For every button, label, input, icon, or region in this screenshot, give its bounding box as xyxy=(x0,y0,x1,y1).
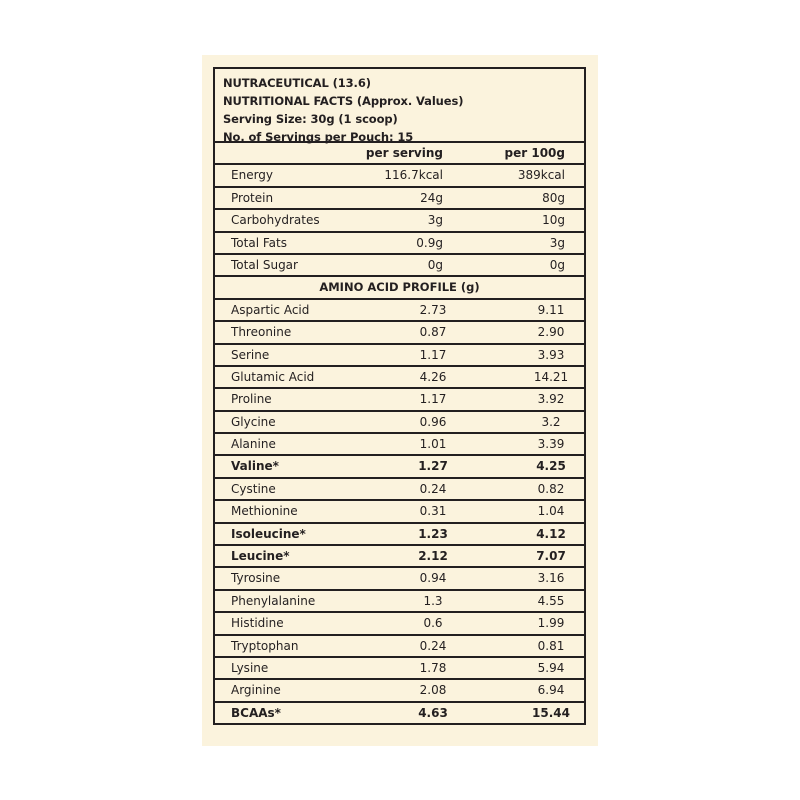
value-per-serving: 0.6 xyxy=(423,616,443,631)
value-per-serving: 1.17 xyxy=(419,347,447,362)
amino-acid-row xyxy=(215,680,584,702)
amino-acid-row xyxy=(215,367,584,389)
amino-acid-name: Aspartic Acid xyxy=(231,302,310,317)
value-per-100g: 3.16 xyxy=(537,571,565,586)
nutrient-name: Energy xyxy=(231,168,274,183)
nutrient-name: Total Sugar xyxy=(231,257,298,272)
value-per-100g: 9.11 xyxy=(537,302,565,317)
nutrient-name: Protein xyxy=(231,190,274,205)
value-per-100g: 3g xyxy=(549,235,565,250)
value-per-100g: 2.90 xyxy=(537,325,565,340)
value-per-serving: 2.73 xyxy=(419,302,447,317)
amino-acid-row xyxy=(215,389,584,411)
nutrition-row xyxy=(215,165,584,187)
nutrient-name: Carbohydrates xyxy=(231,213,320,228)
nutrition-row xyxy=(215,188,584,210)
amino-acid-name: Alanine xyxy=(231,437,276,452)
amino-acid-row xyxy=(215,345,584,367)
value-per-serving: 2.12 xyxy=(418,549,448,564)
value-per-100g: 3.2 xyxy=(541,414,561,429)
amino-acid-row xyxy=(215,658,584,680)
amino-acid-row xyxy=(215,546,584,568)
value-per-100g: 4.55 xyxy=(537,593,565,608)
amino-acid-name: Leucine* xyxy=(231,549,290,564)
value-per-100g: 7.07 xyxy=(536,549,566,564)
value-per-serving: 0.24 xyxy=(419,481,447,496)
amino-acid-row xyxy=(215,613,584,635)
value-per-serving: 1.17 xyxy=(419,392,447,407)
amino-acid-row xyxy=(215,636,584,658)
nutrition-row xyxy=(215,233,584,255)
amino-acid-name: Glutamic Acid xyxy=(231,369,315,384)
value-per-100g: 15.44 xyxy=(532,705,570,720)
value-per-serving: 3g xyxy=(427,213,443,228)
value-per-100g: 1.04 xyxy=(537,504,565,519)
amino-acid-title: AMINO ACID PROFILE (g) xyxy=(319,280,480,295)
value-per-100g: 3.92 xyxy=(537,392,565,407)
column-header-per-serving: per serving xyxy=(365,146,443,160)
amino-acid-name: Arginine xyxy=(231,683,281,698)
amino-acid-name: Glycine xyxy=(231,414,276,429)
value-per-serving: 1.78 xyxy=(419,660,447,675)
value-per-serving: 116.7kcal xyxy=(384,168,443,183)
value-per-100g: 4.25 xyxy=(536,459,566,474)
amino-acid-name: Serine xyxy=(231,347,270,362)
value-per-serving: 0.9g xyxy=(416,235,443,250)
amino-acid-name: Tryptophan xyxy=(231,638,299,653)
amino-acid-row xyxy=(215,412,584,434)
value-per-100g: 10g xyxy=(542,213,565,228)
value-per-serving: 0.87 xyxy=(419,325,447,340)
value-per-serving: 0g xyxy=(427,257,443,272)
value-per-serving: 1.27 xyxy=(418,459,448,474)
value-per-100g: 1.99 xyxy=(537,616,565,631)
amino-acid-name: Proline xyxy=(231,392,272,407)
amino-acid-name: Methionine xyxy=(231,504,298,519)
value-per-serving: 0.94 xyxy=(419,571,447,586)
column-header-per-100g: per 100g xyxy=(504,146,565,160)
value-per-serving: 1.23 xyxy=(418,526,448,541)
amino-acid-section-header xyxy=(215,277,584,299)
amino-acid-row xyxy=(215,703,584,723)
value-per-100g: 0.82 xyxy=(537,481,565,496)
amino-acid-row xyxy=(215,456,584,478)
value-per-100g: 3.93 xyxy=(537,347,565,362)
servings-per-pouch: No. of Servings per Pouch: 15 xyxy=(223,130,414,144)
column-header-row xyxy=(215,143,584,165)
amino-acid-row xyxy=(215,501,584,523)
amino-acid-row xyxy=(215,524,584,546)
amino-acid-name: Histidine xyxy=(231,616,284,631)
value-per-100g: 0.81 xyxy=(537,638,565,653)
product-title: NUTRACEUTICAL (13.6) xyxy=(223,76,371,90)
amino-acid-row xyxy=(215,479,584,501)
value-per-100g: 4.12 xyxy=(536,526,566,541)
amino-acid-name: BCAAs* xyxy=(231,705,281,720)
value-per-serving: 2.08 xyxy=(419,683,447,698)
amino-acid-name: Tyrosine xyxy=(231,571,281,586)
amino-acid-name: Lysine xyxy=(231,660,269,675)
amino-acid-row xyxy=(215,591,584,613)
amino-acid-row xyxy=(215,434,584,456)
amino-acid-name: Cystine xyxy=(231,481,276,496)
amino-acid-name: Isoleucine* xyxy=(231,526,306,541)
value-per-serving: 0.24 xyxy=(419,638,447,653)
value-per-serving: 4.26 xyxy=(419,369,447,384)
nutrition-facts-table xyxy=(213,67,586,725)
value-per-serving: 0.96 xyxy=(419,414,447,429)
nutrient-name: Total Fats xyxy=(231,235,287,250)
value-per-serving: 1.01 xyxy=(419,437,447,452)
value-per-100g: 80g xyxy=(542,190,565,205)
value-per-100g: 0g xyxy=(549,257,565,272)
amino-acid-name: Threonine xyxy=(231,325,292,340)
amino-acid-name: Valine* xyxy=(231,459,279,474)
value-per-serving: 1.3 xyxy=(423,593,443,608)
amino-acid-row xyxy=(215,300,584,322)
amino-acid-row xyxy=(215,322,584,344)
amino-acid-row xyxy=(215,568,584,590)
value-per-100g: 5.94 xyxy=(537,660,565,675)
nutrition-label-card xyxy=(202,55,598,746)
value-per-serving: 4.63 xyxy=(418,705,448,720)
nutrition-row xyxy=(215,210,584,232)
value-per-100g: 6.94 xyxy=(537,683,565,698)
amino-acid-name: Phenylalanine xyxy=(231,593,316,608)
value-per-100g: 14.21 xyxy=(533,369,569,384)
value-per-serving: 0.31 xyxy=(419,504,447,519)
value-per-serving: 24g xyxy=(420,190,443,205)
serving-size: Serving Size: 30g (1 scoop) xyxy=(223,112,398,126)
value-per-100g: 389kcal xyxy=(517,168,565,183)
facts-title: NUTRITIONAL FACTS (Approx. Values) xyxy=(223,94,464,108)
label-header xyxy=(215,69,584,143)
nutrition-row xyxy=(215,255,584,277)
value-per-100g: 3.39 xyxy=(537,437,565,452)
